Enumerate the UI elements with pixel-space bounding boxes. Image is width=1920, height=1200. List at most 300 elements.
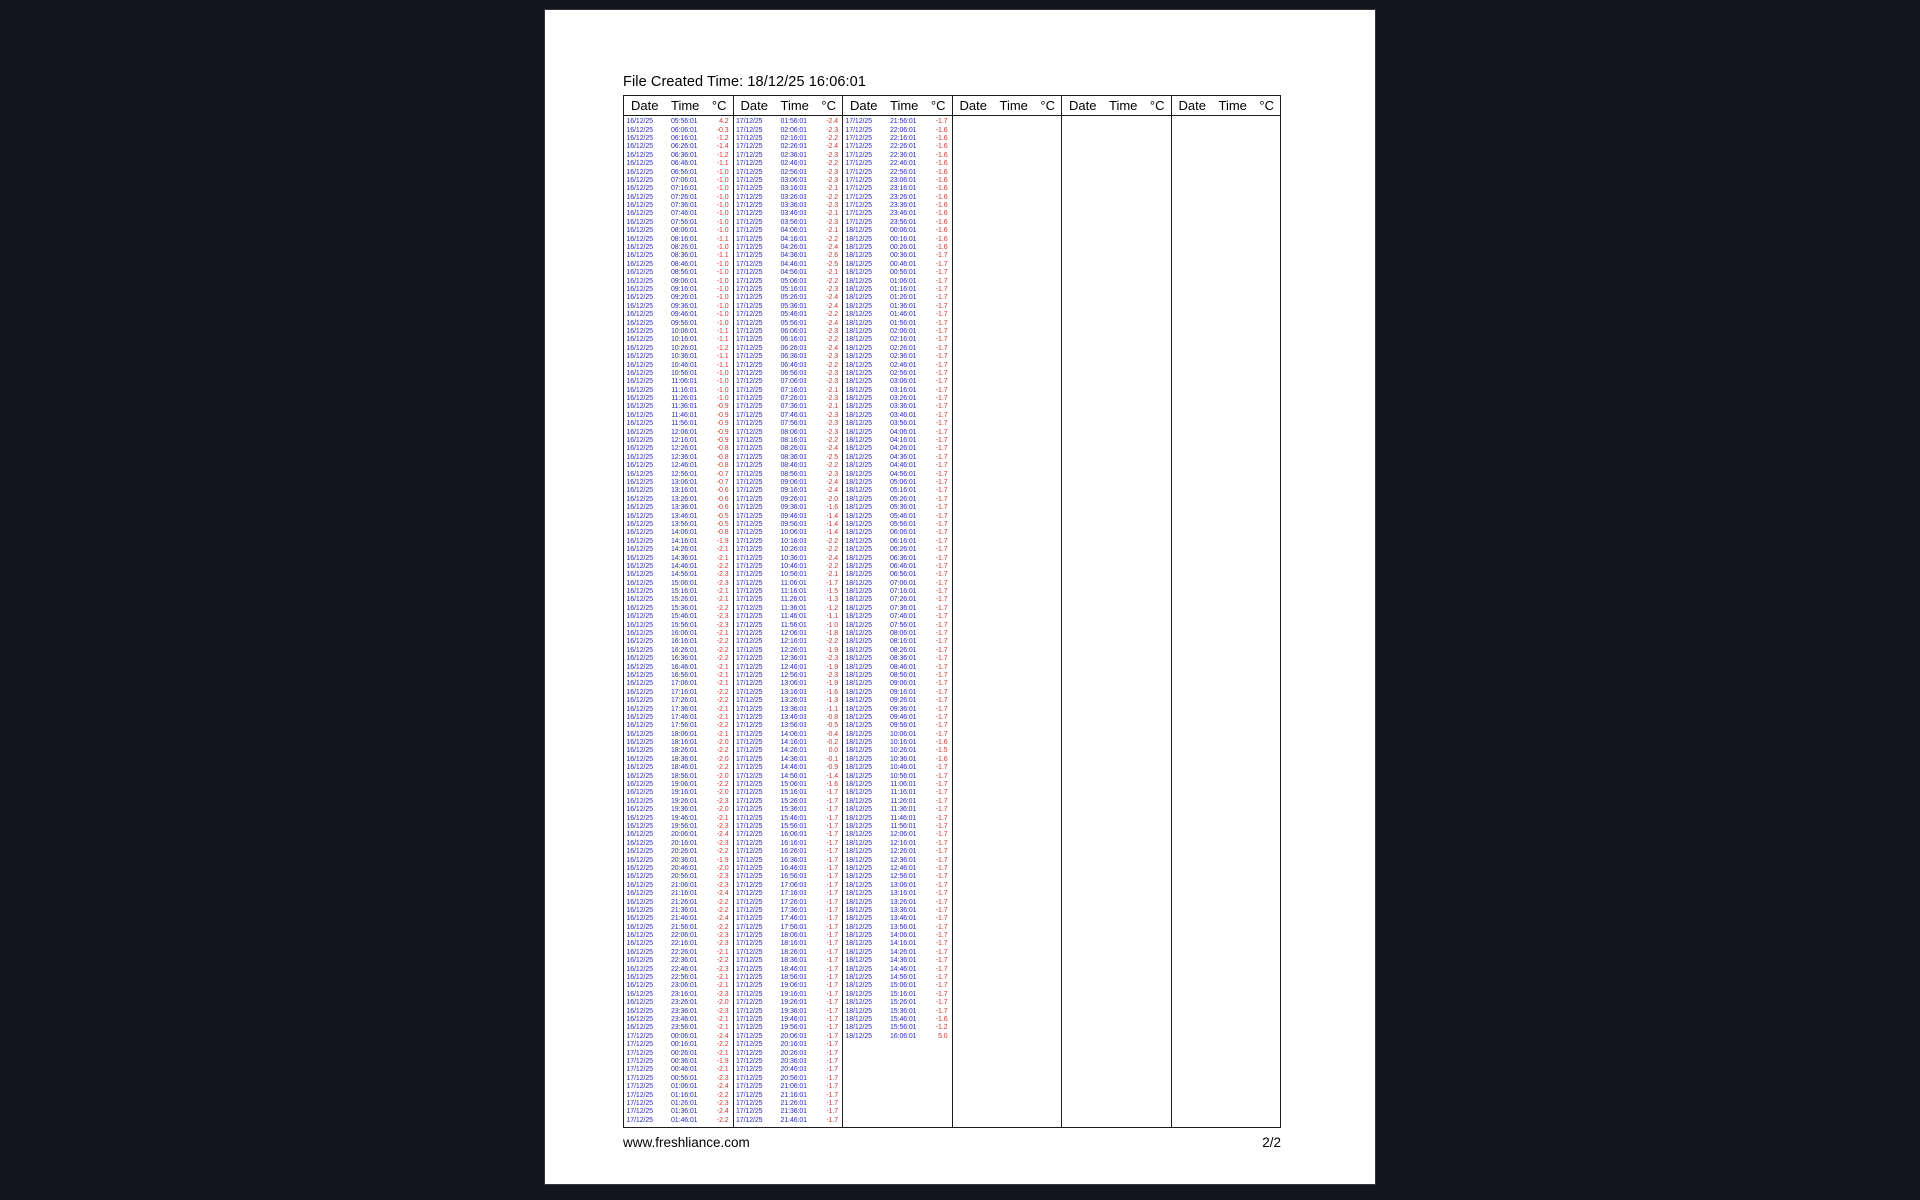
date-cell: 17/12/25 [736, 1015, 763, 1023]
time-cell: 13:06:01 [780, 680, 807, 688]
table-row [734, 353, 843, 361]
date-cell: 18/12/25 [845, 697, 872, 705]
date-cell: 17/12/25 [845, 143, 872, 151]
date-cell: 18/12/25 [845, 386, 872, 394]
date-cell: 16/12/25 [626, 630, 653, 638]
date-cell: 18/12/25 [845, 965, 872, 973]
table-row [843, 1016, 952, 1024]
date-cell: 18/12/25 [845, 269, 872, 277]
table-row [734, 512, 843, 520]
date-cell: 16/12/25 [626, 823, 653, 830]
date-cell: 18/12/25 [845, 671, 872, 679]
date-cell: 16/12/25 [626, 781, 653, 789]
temp-cell: -2.0 [716, 755, 729, 763]
table-row [624, 286, 733, 294]
table-row [624, 1024, 733, 1032]
date-cell: 17/12/25 [626, 1108, 653, 1116]
table-row [734, 772, 843, 780]
date-cell: 16/12/25 [626, 932, 653, 940]
time-cell: 09:06:01 [780, 478, 807, 486]
date-cell: 18/12/25 [845, 260, 872, 268]
table-row [734, 286, 843, 294]
table-row [734, 588, 843, 596]
temp-cell: -2.4 [826, 118, 838, 126]
temp-cell: -1.4 [826, 512, 838, 520]
table-row [843, 806, 952, 814]
temp-cell: -1.7 [935, 453, 948, 461]
temp-cell: -2.4 [716, 1108, 729, 1116]
table-row [624, 294, 733, 302]
date-cell: 18/12/25 [845, 613, 872, 621]
date-cell: 17/12/25 [736, 831, 763, 839]
date-cell: 18/12/25 [845, 772, 872, 780]
date-cell: 18/12/25 [845, 630, 872, 638]
date-cell: 18/12/25 [845, 554, 872, 562]
column-rows [953, 116, 1062, 1127]
table-row [843, 319, 952, 327]
date-cell: 16/12/25 [626, 546, 653, 554]
date-cell: 18/12/25 [845, 277, 872, 285]
time-cell: 01:26:01 [890, 294, 917, 302]
table-row [624, 529, 733, 537]
time-cell: 15:16:01 [890, 990, 917, 998]
date-cell: 18/12/25 [845, 823, 872, 830]
temp-cell: -2.4 [716, 890, 729, 898]
temp-cell: -1.7 [826, 797, 838, 805]
date-cell: 17/12/25 [736, 764, 763, 772]
table-row [624, 261, 733, 269]
table-row [624, 613, 733, 621]
table-row [843, 303, 952, 311]
temp-cell: -1.7 [935, 437, 948, 445]
date-cell: 16/12/25 [626, 881, 653, 889]
time-cell: 17:46:01 [780, 915, 807, 923]
date-cell: 17/12/25 [736, 361, 763, 369]
table-row [624, 361, 733, 369]
table-row [624, 672, 733, 680]
table-row [843, 638, 952, 646]
document-page [545, 10, 1375, 1184]
table-row [734, 378, 843, 386]
table-row [843, 412, 952, 420]
date-cell: 17/12/25 [736, 990, 763, 998]
date-cell: 16/12/25 [626, 336, 653, 344]
temp-cell: -1.0 [716, 210, 729, 218]
date-cell: 18/12/25 [845, 663, 872, 671]
date-cell: 18/12/25 [845, 797, 872, 805]
table-row [843, 714, 952, 722]
table-row [624, 152, 733, 160]
temp-cell: -1.7 [935, 764, 948, 772]
temp-cell: -1.7 [826, 1091, 838, 1099]
table-row [624, 336, 733, 344]
date-cell: 16/12/25 [626, 218, 653, 226]
time-cell: 02:56:01 [780, 168, 807, 176]
time-cell: 06:46:01 [780, 361, 807, 369]
time-cell: 01:36:01 [890, 302, 917, 310]
table-row [843, 890, 952, 898]
time-cell: 16:36:01 [671, 655, 698, 663]
date-cell: 18/12/25 [845, 445, 872, 453]
table-row [843, 210, 952, 218]
time-cell: 05:06:01 [780, 277, 807, 285]
temp-cell: -2.4 [826, 319, 838, 327]
temp-cell: -1.7 [935, 680, 948, 688]
table-row [843, 957, 952, 965]
time-cell: 04:56:01 [890, 470, 917, 478]
temp-cell: -1.7 [826, 1007, 838, 1015]
time-cell: 04:56:01 [780, 269, 807, 277]
date-cell: 16/12/25 [626, 361, 653, 369]
date-cell: 17/12/25 [736, 1066, 763, 1074]
date-cell: 17/12/25 [736, 613, 763, 621]
date-cell: 16/12/25 [626, 353, 653, 361]
temp-cell: -1.7 [935, 663, 948, 671]
date-cell: 17/12/25 [736, 562, 763, 570]
time-cell: 05:36:01 [890, 504, 917, 512]
date-cell: 18/12/25 [845, 520, 872, 528]
table-row [843, 202, 952, 210]
temp-cell: -1.6 [826, 688, 838, 696]
table-row [734, 235, 843, 243]
date-cell: 17/12/25 [736, 504, 763, 512]
time-cell: 23:06:01 [890, 176, 917, 184]
time-cell: 05:26:01 [890, 495, 917, 503]
time-cell: 14:56:01 [671, 571, 698, 579]
table-row [843, 898, 952, 906]
table-row [843, 504, 952, 512]
table-row [624, 689, 733, 697]
date-cell: 17/12/25 [845, 151, 872, 159]
date-cell: 18/12/25 [845, 537, 872, 545]
date-cell: 17/12/25 [736, 839, 763, 847]
temp-cell: -1.7 [935, 604, 948, 612]
date-cell: 16/12/25 [626, 957, 653, 965]
date-cell: 16/12/25 [626, 344, 653, 352]
time-cell: 05:36:01 [780, 302, 807, 310]
time-cell: 07:16:01 [780, 386, 807, 394]
table-row [843, 915, 952, 923]
table-row [734, 731, 843, 739]
date-cell: 16/12/25 [626, 923, 653, 931]
table-row [734, 940, 843, 948]
time-cell: 07:06:01 [780, 378, 807, 386]
temp-cell: -1.7 [935, 504, 948, 512]
table-row [624, 387, 733, 395]
temp-cell: -2.4 [716, 915, 729, 923]
time-cell: 12:46:01 [890, 864, 917, 872]
temp-cell: -1.1 [826, 613, 838, 621]
time-cell: 05:26:01 [780, 294, 807, 302]
date-cell: 18/12/25 [845, 915, 872, 923]
table-row [624, 739, 733, 747]
table-row [843, 965, 952, 973]
table-row [734, 420, 843, 428]
table-row [624, 403, 733, 411]
table-row [734, 126, 843, 134]
time-cell: 17:46:01 [671, 713, 698, 721]
temp-cell: -1.7 [935, 646, 948, 654]
time-cell: 10:26:01 [671, 344, 698, 352]
time-cell: 06:16:01 [890, 537, 917, 545]
time-cell: 21:16:01 [780, 1091, 807, 1099]
temp-cell: -1.7 [826, 1083, 838, 1091]
time-cell: 03:56:01 [890, 420, 917, 428]
time-cell: 15:06:01 [890, 982, 917, 990]
table-row [843, 277, 952, 285]
date-cell: 18/12/25 [845, 437, 872, 445]
time-cell: 15:46:01 [890, 1015, 917, 1023]
time-cell: 12:26:01 [890, 848, 917, 856]
table-row [843, 747, 952, 755]
table-row [624, 428, 733, 436]
time-cell: 21:06:01 [671, 881, 698, 889]
time-cell: 20:36:01 [671, 856, 698, 864]
table-row [843, 823, 952, 831]
time-cell: 00:26:01 [671, 1049, 698, 1057]
temp-cell: -1.7 [935, 730, 948, 738]
time-cell: 08:46:01 [890, 663, 917, 671]
time-cell: 07:16:01 [890, 588, 917, 596]
table-row [734, 596, 843, 604]
time-cell: 19:26:01 [671, 797, 698, 805]
table-row [624, 1016, 733, 1024]
temp-cell: -1.7 [935, 369, 948, 377]
date-cell: 17/12/25 [736, 957, 763, 965]
date-cell: 17/12/25 [736, 286, 763, 293]
time-cell: 21:36:01 [780, 1108, 807, 1116]
time-cell: 18:06:01 [671, 730, 698, 738]
temp-cell: -1.7 [826, 923, 838, 931]
temp-cell: -1.0 [716, 302, 729, 310]
date-cell: 17/12/25 [736, 655, 763, 663]
table-row [734, 781, 843, 789]
temp-cell: -2.2 [826, 311, 838, 319]
date-cell: 17/12/25 [736, 890, 763, 898]
date-cell: 18/12/25 [845, 655, 872, 663]
temp-cell: -2.2 [826, 193, 838, 201]
table-row [624, 781, 733, 789]
time-cell: 03:56:01 [780, 218, 807, 226]
temp-cell: -2.1 [716, 982, 729, 990]
temp-cell: -2.0 [716, 789, 729, 797]
temp-cell: -1.6 [935, 143, 948, 151]
temp-cell: -2.1 [826, 269, 838, 277]
table-row [734, 252, 843, 260]
table-row [843, 840, 952, 848]
date-cell: 16/12/25 [626, 445, 653, 453]
table-row [624, 747, 733, 755]
table-row [734, 345, 843, 353]
temp-cell: -2.3 [716, 797, 729, 805]
table-row [734, 689, 843, 697]
date-cell: 16/12/25 [626, 134, 653, 142]
temp-cell: -1.7 [826, 831, 838, 839]
table-row [734, 579, 843, 587]
date-cell: 17/12/25 [736, 185, 763, 193]
time-cell: 03:46:01 [890, 411, 917, 419]
table-row [624, 1066, 733, 1074]
time-cell: 07:36:01 [671, 202, 698, 210]
date-cell: 18/12/25 [845, 831, 872, 839]
temp-cell: -1.7 [826, 974, 838, 982]
table-row [624, 303, 733, 311]
date-cell: 17/12/25 [736, 646, 763, 654]
date-cell: 18/12/25 [845, 739, 872, 747]
time-cell: 12:56:01 [890, 873, 917, 881]
date-cell: 16/12/25 [626, 269, 653, 277]
time-cell: 14:16:01 [671, 537, 698, 545]
table-row [734, 647, 843, 655]
time-cell: 04:16:01 [890, 437, 917, 445]
time-cell: 08:06:01 [780, 428, 807, 436]
date-cell: 16/12/25 [626, 487, 653, 495]
table-row [734, 965, 843, 973]
table-row [843, 252, 952, 260]
temp-cell: -2.2 [716, 604, 729, 612]
time-cell: 10:56:01 [780, 571, 807, 579]
date-cell: 18/12/25 [845, 982, 872, 990]
time-cell: 22:16:01 [890, 134, 917, 142]
time-cell: 12:06:01 [671, 428, 698, 436]
date-cell: 18/12/25 [845, 848, 872, 856]
temp-cell: -1.7 [935, 982, 948, 990]
date-cell: 17/12/25 [626, 1074, 653, 1082]
date-cell: 18/12/25 [845, 504, 872, 512]
time-cell: 13:36:01 [671, 504, 698, 512]
date-cell: 16/12/25 [626, 663, 653, 671]
table-row [624, 194, 733, 202]
date-cell: 18/12/25 [845, 806, 872, 814]
table-row [843, 261, 952, 269]
date-cell: 18/12/25 [845, 890, 872, 898]
date-header-label: Date [959, 98, 987, 113]
temp-cell: -2.5 [826, 260, 838, 268]
temp-cell: -1.1 [716, 235, 729, 243]
time-cell: 18:36:01 [780, 957, 807, 965]
time-cell: 08:16:01 [780, 437, 807, 445]
date-cell: 17/12/25 [736, 755, 763, 763]
time-cell: 01:46:01 [671, 1116, 698, 1124]
temp-cell: -2.1 [716, 1015, 729, 1023]
date-cell: 16/12/25 [626, 420, 653, 428]
temp-cell: -2.1 [716, 713, 729, 721]
date-cell: 18/12/25 [845, 705, 872, 713]
date-cell: 16/12/25 [626, 621, 653, 629]
date-cell: 16/12/25 [626, 831, 653, 839]
temp-cell: -1.6 [935, 1015, 948, 1023]
date-cell: 16/12/25 [626, 940, 653, 948]
table-row [843, 126, 952, 134]
temp-cell: -0.9 [826, 764, 838, 772]
temp-cell: -2.2 [826, 562, 838, 570]
date-cell: 16/12/25 [626, 856, 653, 864]
time-cell: 16:46:01 [780, 864, 807, 872]
time-cell: 19:36:01 [780, 1007, 807, 1015]
date-cell: 17/12/25 [845, 118, 872, 126]
temp-cell: -1.0 [716, 227, 729, 235]
temp-cell: -1.1 [716, 353, 729, 361]
table-row [843, 722, 952, 730]
time-cell: 00:26:01 [890, 244, 917, 252]
date-cell: 18/12/25 [845, 646, 872, 654]
temp-cell: -1.7 [826, 1024, 838, 1032]
time-cell: 09:46:01 [780, 512, 807, 520]
time-cell: 06:36:01 [671, 151, 698, 159]
table-row [734, 328, 843, 336]
date-cell: 17/12/25 [736, 806, 763, 814]
temp-cell: -0.4 [826, 730, 838, 738]
table-row [734, 974, 843, 982]
temp-cell: -1.4 [826, 529, 838, 537]
temp-cell: -1.7 [935, 529, 948, 537]
date-cell: 16/12/25 [626, 915, 653, 923]
temp-cell: -2.2 [716, 638, 729, 646]
date-cell: 17/12/25 [736, 730, 763, 738]
time-header-label: Time [1108, 98, 1138, 113]
date-cell: 16/12/25 [626, 906, 653, 914]
temp-cell: -2.3 [826, 202, 838, 210]
date-cell: 16/12/25 [626, 260, 653, 268]
table-row [624, 1058, 733, 1066]
time-cell: 19:06:01 [671, 781, 698, 789]
table-row [734, 890, 843, 898]
temp-cell: -2.3 [716, 1007, 729, 1015]
table-row [843, 689, 952, 697]
time-cell: 22:36:01 [671, 957, 698, 965]
date-cell: 18/12/25 [845, 453, 872, 461]
table-row [624, 932, 733, 940]
date-cell: 17/12/25 [845, 193, 872, 201]
temp-cell: -2.2 [716, 697, 729, 705]
time-cell: 13:16:01 [890, 890, 917, 898]
time-cell: 15:36:01 [780, 806, 807, 814]
time-cell: 23:56:01 [671, 1024, 698, 1032]
table-row [843, 655, 952, 663]
time-cell: 19:46:01 [671, 814, 698, 822]
table-row [843, 328, 952, 336]
table-row [843, 428, 952, 436]
date-cell: 17/12/25 [736, 630, 763, 638]
date-cell: 17/12/25 [736, 923, 763, 931]
time-cell: 09:16:01 [780, 487, 807, 495]
temp-cell: -2.5 [826, 453, 838, 461]
column-group-header [1172, 96, 1281, 116]
table-row [843, 227, 952, 235]
table-row [843, 588, 952, 596]
temp-cell: -1.7 [826, 1049, 838, 1057]
time-cell: 07:16:01 [671, 185, 698, 193]
table-row [734, 722, 843, 730]
date-cell: 16/12/25 [626, 1015, 653, 1023]
date-cell: 18/12/25 [845, 596, 872, 604]
date-cell: 16/12/25 [626, 311, 653, 319]
time-cell: 06:06:01 [780, 327, 807, 335]
temp-cell: -1.1 [716, 336, 729, 344]
temp-cell: -1.7 [935, 1007, 948, 1015]
table-row [624, 680, 733, 688]
time-cell: 13:26:01 [780, 697, 807, 705]
date-cell: 17/12/25 [736, 336, 763, 344]
time-cell: 00:06:01 [890, 227, 917, 235]
table-row [843, 672, 952, 680]
temp-cell: -1.7 [935, 520, 948, 528]
date-cell: 18/12/25 [845, 369, 872, 377]
temp-cell: -1.6 [935, 126, 948, 134]
time-cell: 20:16:01 [780, 1041, 807, 1049]
temperature-log-table [623, 95, 1281, 1128]
table-row [624, 1100, 733, 1108]
